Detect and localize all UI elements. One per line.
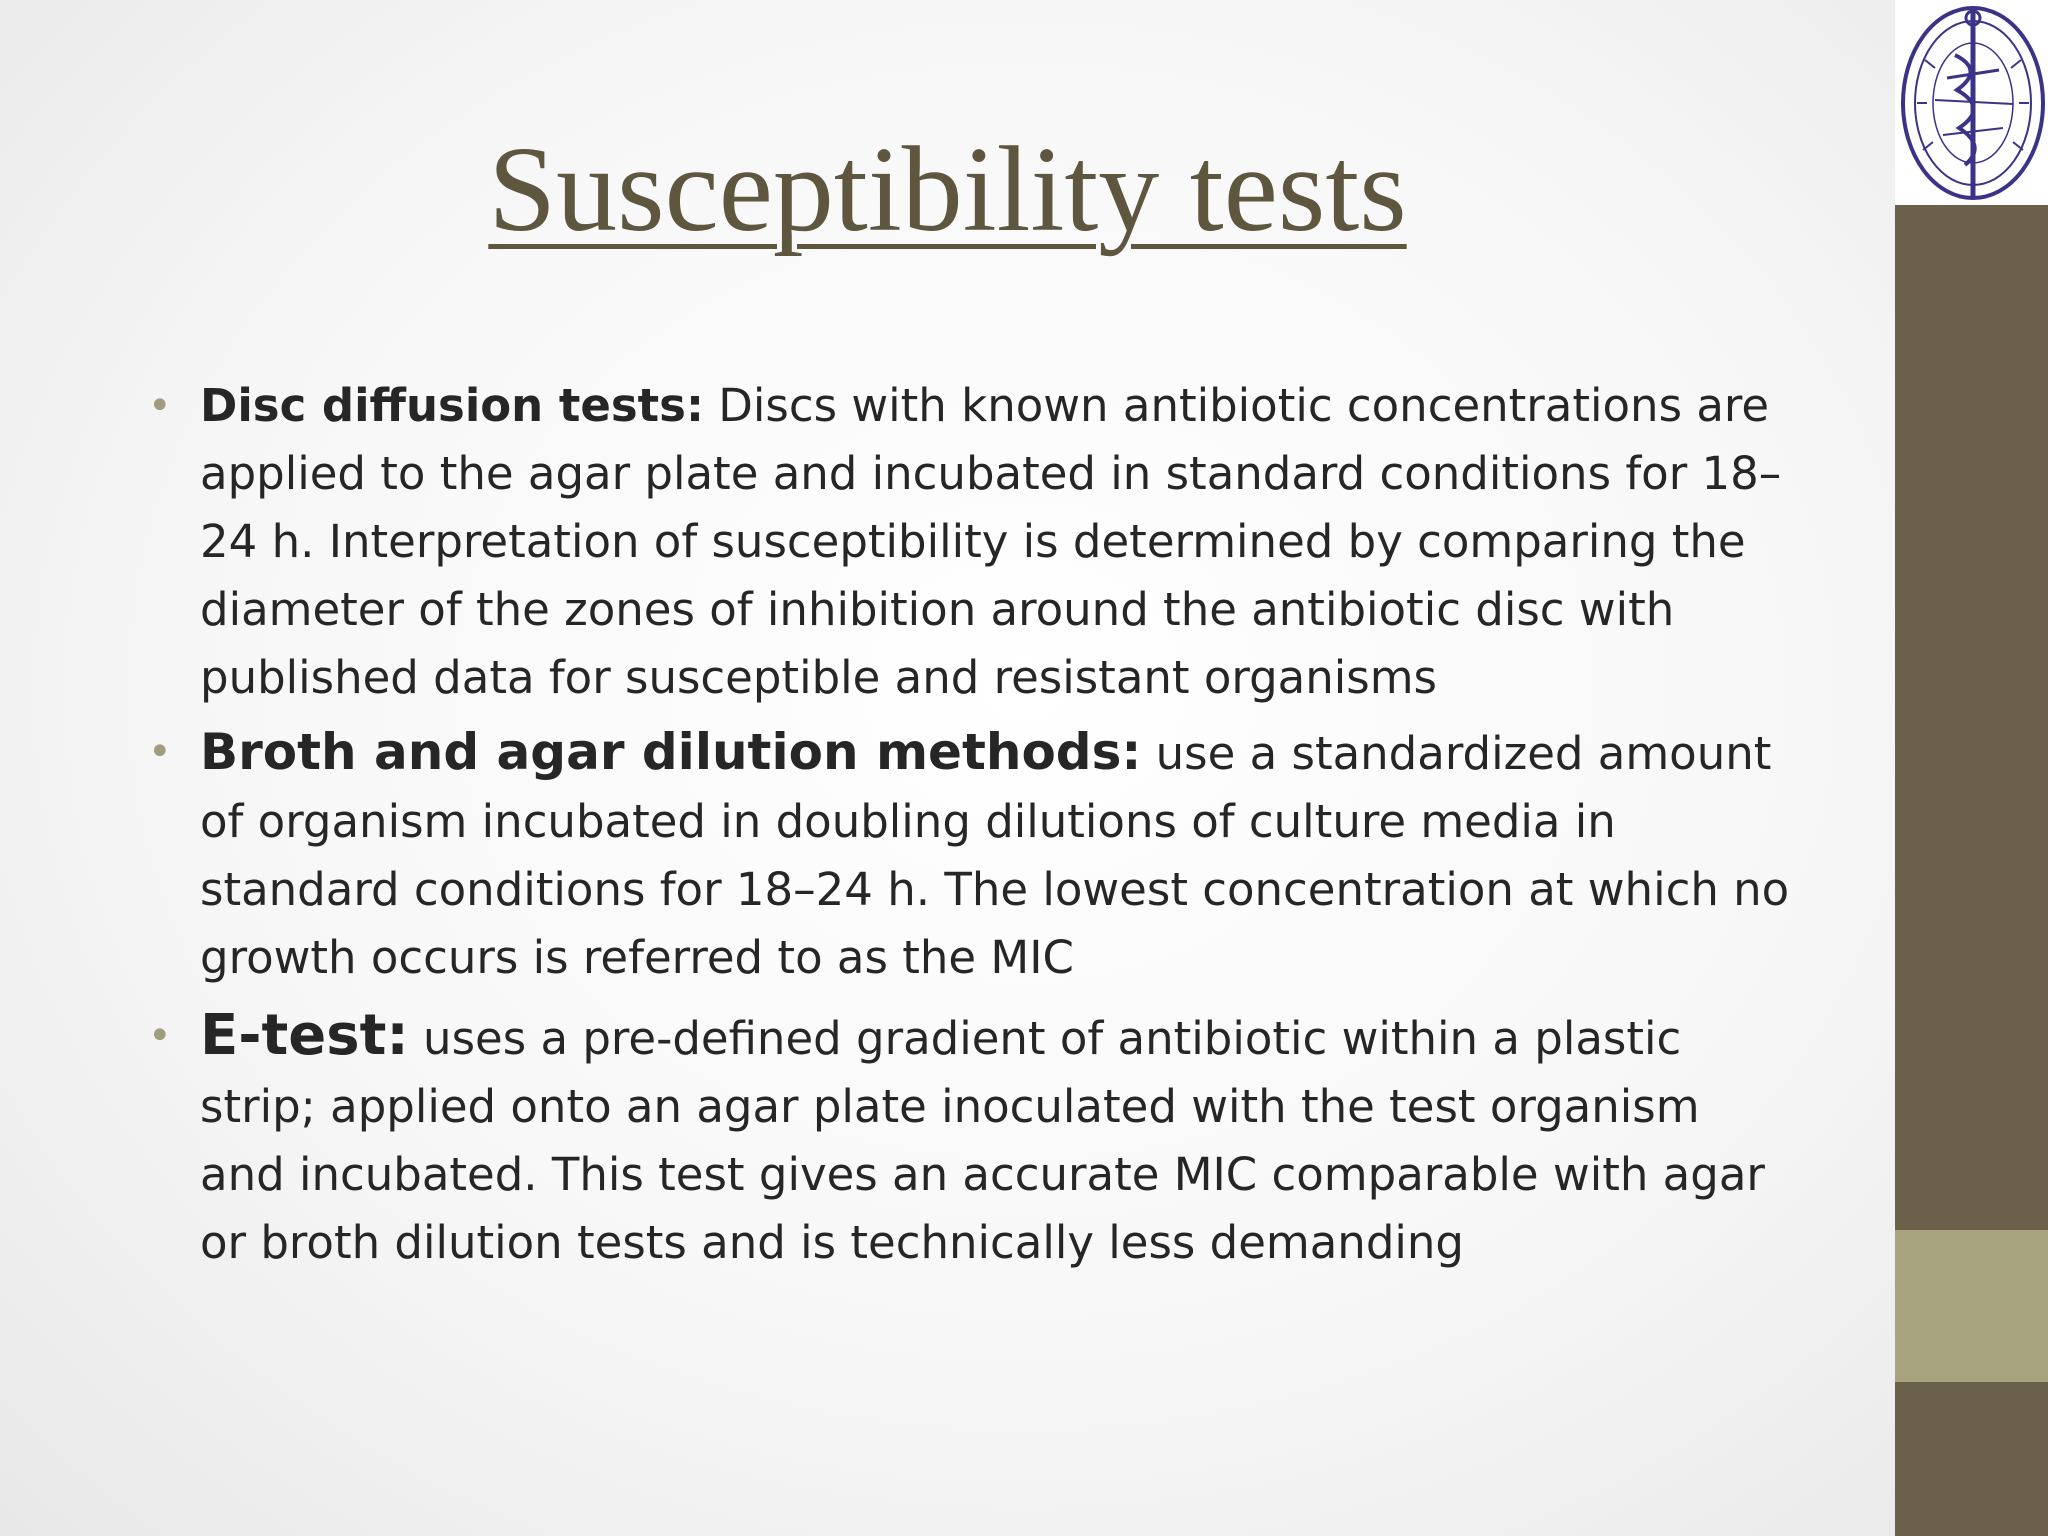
bullet-list: [148, 372, 1798, 1283]
band-dark-segment: [1895, 205, 2048, 1230]
bullet-dot-icon: •: [148, 383, 172, 429]
bullet-dot-icon: •: [148, 729, 172, 775]
bullet-term: E-test:: [200, 1003, 409, 1068]
bullet-item-dilution-methods: [148, 718, 1798, 992]
bullet-dot-icon: •: [148, 1013, 172, 1059]
bullet-term: Broth and agar dilution methods:: [200, 723, 1142, 781]
band-dark-segment-bottom: [1895, 1382, 2048, 1536]
side-decoration-band: [1895, 0, 2048, 1536]
bullet-item-disc-diffusion: [148, 372, 1798, 712]
band-light-segment: [1895, 1230, 2048, 1382]
bullet-text: use a standardized amount of organism incubated in doubling dilutions of culture media in standard conditions for 18–24 h. The lowest concentration at which no growth occurs is referred to as the MIC: [200, 727, 1790, 984]
slide-title: Susceptibility tests: [488, 122, 1407, 257]
bullet-term: Disc diffusion tests:: [200, 379, 704, 432]
bullet-text: Discs with known antibiotic concentrations are applied to the agar plate and incubated in standard conditions for 18–24 h. Interpretation of susceptibility is determined by comparing the diameter of the zones of inhibition around the antibiotic disc with published data for susceptible and resistant organisms: [200, 379, 1782, 704]
bullet-text: uses a pre-defined gradient of antibiotic within a plastic strip; applied onto an agar plate inoculated with the test organism and incubated. This test gives an accurate MIC comparable with agar or broth dilution tests and is technically less demanding: [200, 1012, 1765, 1269]
bullet-item-e-test: [148, 1002, 1798, 1277]
institute-seal-icon: [1895, 0, 2048, 205]
